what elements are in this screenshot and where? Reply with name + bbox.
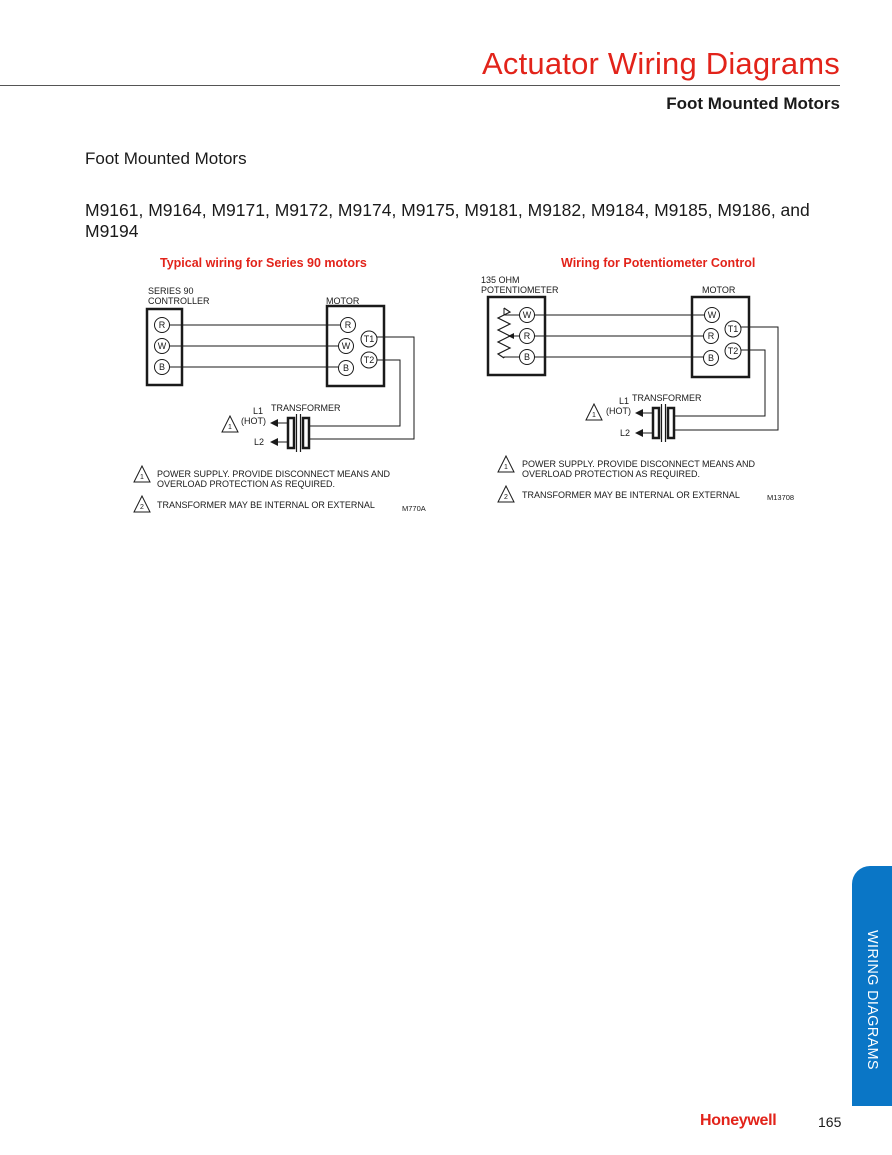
l2-label: L2 [620,428,631,438]
page-number: 165 [818,1114,842,1130]
hot-label: (HOT) [241,416,266,426]
terminal-label: W [341,341,351,351]
note-text: POWER SUPPLY. PROVIDE DISCONNECT MEANS AND [157,469,391,479]
note-text: OVERLOAD PROTECTION AS REQUIRED. [157,479,336,489]
wire-t2 [675,350,765,416]
honeywell-logo: Honeywell [700,1112,777,1129]
controller-label: CONTROLLER [148,296,210,306]
terminal-label: R [523,331,531,341]
diagram-title: Wiring for Potentiometer Control [561,256,756,270]
transformer-coil [668,408,674,438]
terminal-label: W [707,310,717,320]
terminal-label: B [523,352,531,362]
wire-t1 [310,337,414,439]
warning-number: 1 [228,424,232,431]
page-title: Actuator Wiring Diagrams [482,46,840,81]
note-text: TRANSFORMER MAY BE INTERNAL OR EXTERNAL [157,500,375,510]
warning-number: 2 [140,504,144,511]
transformer-label: TRANSFORMER [632,393,702,403]
arrow-l2 [270,438,278,446]
page-subtitle: Foot Mounted Motors [666,94,840,113]
l1-label: L1 [619,396,630,406]
diagram-code: M13708 [767,493,795,502]
motor-label: MOTOR [702,285,736,295]
terminal-label: T2 [727,346,739,356]
diagram-potentiometer [480,252,800,512]
potentiometer-label: POTENTIOMETER [481,285,559,295]
terminal-label: B [158,362,166,372]
wire-t2 [310,360,400,426]
title-divider [0,85,840,86]
controller-label: SERIES 90 [148,286,194,296]
l1-label: L1 [253,406,264,416]
arrow-l2 [635,429,643,437]
section-heading: Foot Mounted Motors [85,149,247,168]
diagram-code: M770A [402,504,426,513]
transformer-coil [288,418,294,448]
warning-number: 1 [592,412,596,419]
terminal-label: T1 [727,324,739,334]
side-tab[interactable] [852,866,892,1106]
warning-number: 1 [140,474,144,481]
arrow-l1 [635,409,643,417]
terminal-label: W [157,341,167,351]
terminal-label: R [344,320,352,330]
terminal-label: W [522,310,532,320]
l2-label: L2 [254,437,265,447]
terminal-label: T1 [363,334,375,344]
arrow-l1 [270,419,278,427]
warning-number: 1 [504,464,508,471]
terminal-label: B [342,363,350,373]
note-text: TRANSFORMER MAY BE INTERNAL OR EXTERNAL [522,490,740,500]
diagram-potentiometer-svg [480,252,800,512]
terminal-label: T2 [363,355,375,365]
note-text: POWER SUPPLY. PROVIDE DISCONNECT MEANS AND [522,459,756,469]
side-tab-label: WIRING DIAGRAMS [864,930,880,1070]
hot-label: (HOT) [606,406,631,416]
terminal-label: B [707,353,715,363]
terminal-label: R [707,331,715,341]
wiper-arrow-icon [508,333,514,339]
terminal-label: R [158,320,166,330]
motor-label: MOTOR [326,296,360,306]
potentiometer-label: 135 OHM [481,275,520,285]
transformer-label: TRANSFORMER [271,403,341,413]
model-list: M9161, M9164, M9171, M9172, M9174, M9175, M9181, M9182, M9184, M9185, M9186, and M9194 [85,200,810,241]
wire-t1 [675,327,778,430]
transformer-coil [303,418,309,448]
motor-box [692,297,749,377]
note-text: OVERLOAD PROTECTION AS REQUIRED. [522,469,701,479]
diagram-series90-svg [120,252,440,522]
warning-number: 2 [504,494,508,501]
diagram-title: Typical wiring for Series 90 motors [160,256,367,270]
transformer-coil [653,408,659,438]
diagram-series90 [120,252,440,522]
